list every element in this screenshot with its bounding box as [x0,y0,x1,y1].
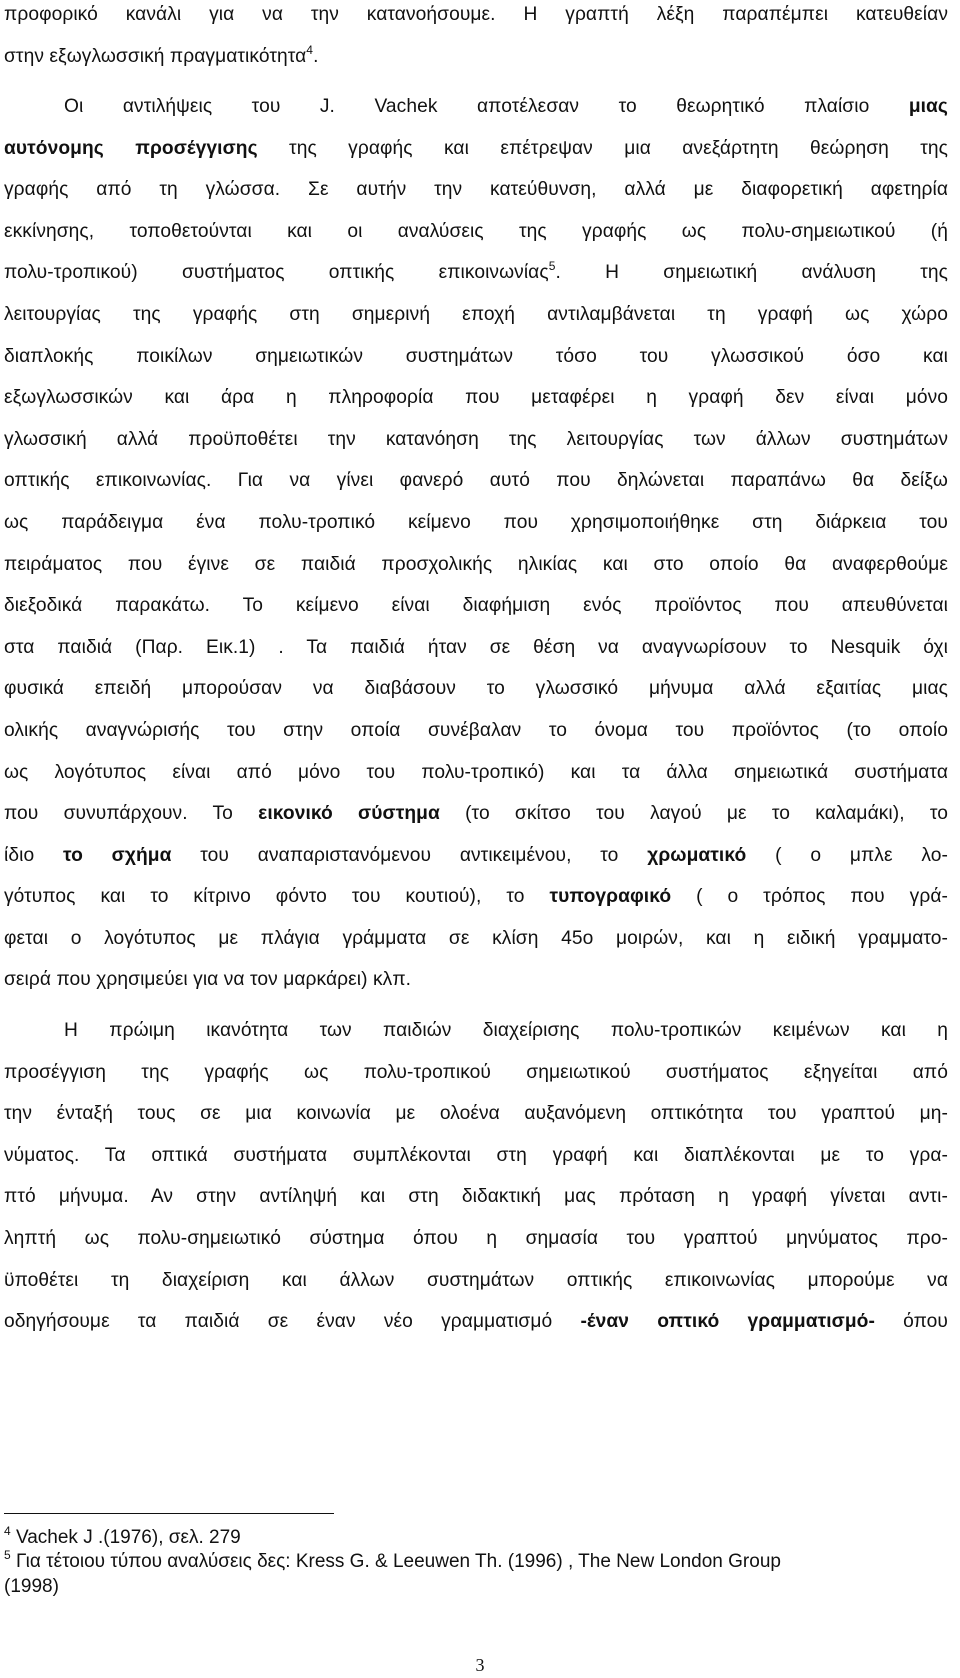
text-run: πολυ-τροπικού) συστήματος οπτικής επικοινωνίας [4,262,549,284]
text-line [4,835,948,877]
paragraph-1 [4,0,948,77]
text-run: (το σκίτσο του λαγού με το καλαμάκι), το [439,803,949,825]
footnote-mark: 4 [4,1524,11,1538]
bold-run: τυπογραφικό [549,886,672,908]
text-line: οπτικής επικοινωνίας. Για να γίνει φανερό αυτό που δηλώνεται παραπάνω θα δείξω [4,470,948,492]
text-run: ίδιο [4,844,63,866]
text-line: Η πρώιμη ικανότητα των παιδιών διαχείρισης πολυ-τροπικών κειμένων και η [64,1020,948,1041]
text-line: ϋποθέτει τη διαχείριση και άλλων συστημάτων οπτικής επικοινωνίας μπορούμε να [4,1269,948,1291]
footnote-mark: 5 [4,1548,11,1562]
bold-run: το σχήμα [62,844,172,866]
text-run: στην εξωγλωσσική πραγματικότητα [4,45,307,67]
paragraph-2 [4,86,948,1001]
text-line: πτό μήνυμα. Αν στην αντίληψή και στη διδακτική μας πρόταση η γραφή γίνεται αντι- [4,1186,948,1208]
text-run: γότυπος και το κίτρινο φόντο του κουτιού), το [4,886,550,908]
text-line: διαπλοκής ποικίλων σημειωτικών συστημάτων τόσο του γλωσσικού όσο και [4,345,948,367]
text-line: νύματος. Τα οπτικά συστήματα συμπλέκονται στη γραφή και διαπλέκονται με το γρα- [4,1144,948,1166]
footnote-5 [4,1550,781,1574]
footnote-ref[interactable]: 4 [306,42,314,57]
text-line: εκκίνησης, τοποθετούνται και οι αναλύσεις της γραφής ως πολυ-σημειωτικού (ή [4,220,948,242]
paragraph-3 [4,1010,948,1343]
text-line [4,1301,948,1343]
text-line: προφορικό κανάλι για να την κατανοήσουμε. Η γραπτή λέξη παραπέμπει κατευθείαν [4,4,948,25]
text-run: ( ο μπλε λο- [746,844,948,866]
text-line: στα παιδιά (Παρ. Εικ.1) . Τα παιδιά ήταν σε θέση να αναγνωρίσουν το Nesquik όχι [4,636,948,658]
text-line [4,793,948,835]
text-line: σειρά που χρησιμεύει για να τον μαρκάρει) κλπ. [4,969,412,991]
footnote-4 [4,1526,241,1550]
text-line: ολικής αναγνώρισής του στην οποία συνέβαλαν το όνομα του προϊόντος (το οποίο [4,719,948,741]
text-line: την ένταξή τους σε μια κοινωνία με ολοένα αυξανόμενη οπτικότητα του γραπτού μη- [4,1103,948,1125]
text-run: που συνυπάρχουν. Το [4,803,259,825]
text-line: φεται ο λογότυπος με πλάγια γράμματα σε κλίση 45ο μοιρών, και η ειδική γραμματο- [4,927,948,949]
text-line: ως λογότυπος είναι από μόνο του πολυ-τροπικό) και τα άλλα σημειωτικά συστήματα [4,761,948,783]
page-number: 3 [475,1655,485,1675]
footnote-text: Vachek J .(1976), σελ. 279 [10,1527,241,1548]
bold-run: εικονικό σύστημα [258,803,440,825]
text-line [4,876,948,918]
text-line [4,128,948,170]
text-line: εξωγλωσσικών και άρα η πληροφορία που μεταφέρει η γραφή δεν είναι μόνο [4,387,948,409]
bold-run: χρωματικό [647,844,747,866]
text-line [4,86,948,128]
text-run: ( ο τρόπος που γρά- [671,886,948,908]
footnote-text: Για τέτοιου τύπου αναλύσεις δες: Kress G. & Leeuwen Th. (1996) , The New London Group [10,1551,781,1572]
text-line: διεξοδικά παρακάτω. Το κείμενο είναι διαφήμιση ενός προϊόντος που απευθύνεται [4,595,948,617]
text-run: όπου [874,1311,948,1333]
text-line: γραφής από τη γλώσσα. Σε αυτήν την κατεύθυνση, αλλά με διαφορετική αφετηρία [4,179,948,201]
text-line: λειτουργίας της γραφής στη σημερινή εποχή αντιλαμβάνεται τη γραφή ως χώρο [4,303,948,325]
text-run: οδηγήσουμε τα παιδιά σε έναν νέο γραμματισμό [4,1311,581,1333]
text-line: γλωσσική αλλά προϋποθέτει την κατανόηση της λειτουργίας των άλλων συστημάτων [4,428,948,450]
footnote-ref[interactable]: 5 [548,259,556,274]
footnote-separator [4,1513,334,1514]
text-line: ληπτή ως πολυ-σημειωτικό σύστημα όπου η σημασία του γραπτού μηνύματος προ- [4,1227,948,1249]
bold-run: μιας [908,96,948,117]
text-line: ως παράδειγμα ένα πολυ-τροπικό κείμενο που χρησιμοποιήθηκε στη διάρκεια του [4,511,948,533]
text-run: της γραφής και επέτρεψαν μια ανεξάρτητη θεώρηση της [257,137,948,159]
bold-run: αυτόνομης προσέγγισης [4,137,258,159]
text-run: του αναπαριστανόμενου αντικειμένου, το [171,844,648,866]
text-line: προσέγγιση της γραφής ως πολυ-τροπικού σημειωτικού συστήματος εξηγείται από [4,1061,948,1083]
text-run: . Η σημειωτική ανάλυση της [555,262,948,284]
text-line: φυσικά επειδή μπορούσαν να διαβάσουν το γλωσσικό μήνυμα αλλά εξαιτίας μιας [4,678,948,700]
text-line: πειράματος που έγινε σε παιδιά προσχολικής ηλικίας και στο οποίο θα αναφερθούμε [4,553,948,575]
text-run: . [313,45,319,67]
text-line [4,252,948,294]
footnote-5-continued: (1998) [4,1576,59,1597]
text-run: Οι αντιλήψεις του J. Vachek αποτέλεσαν το θεωρητικό πλαίσιο [64,96,909,117]
bold-run: -έναν οπτικό γραμματισμό- [580,1311,875,1333]
text-line [4,36,948,78]
